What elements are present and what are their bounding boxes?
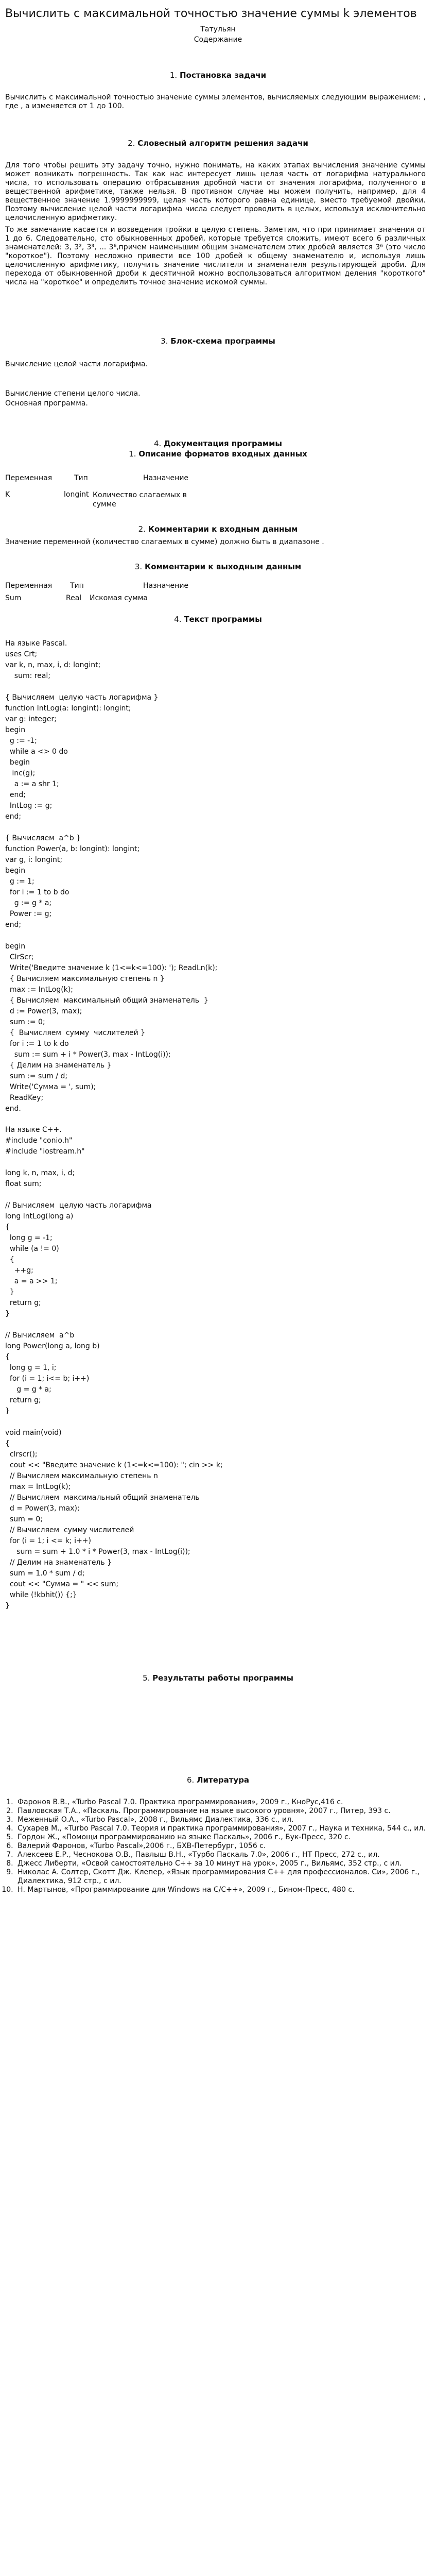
- code-line: end;: [5, 791, 26, 799]
- code-line: На языке Pascal.: [5, 639, 67, 648]
- code-line: for i := 1 to k do: [5, 1040, 69, 1048]
- output-table-header: [5, 581, 436, 591]
- code-line: [5, 1190, 436, 1200]
- code-line: g := g * a;: [5, 899, 52, 907]
- input-table-row: [5, 490, 436, 511]
- section-number: 3.: [161, 336, 168, 346]
- code-line: sum := 0;: [5, 1018, 45, 1026]
- code-line: return g;: [5, 1396, 41, 1404]
- code-line: // Делим на знаменатель }: [5, 1558, 112, 1567]
- section-4-4-heading: [0, 615, 436, 624]
- code-line: for i := 1 to b do: [5, 888, 69, 896]
- toc-heading: Содержание: [194, 36, 242, 44]
- section-6-heading: [0, 1775, 436, 1785]
- flowchart-power: Вычисление степени целого числа.: [5, 389, 141, 398]
- code-line: ReadKey;: [5, 1094, 44, 1102]
- section-title: Комментарии к выходным данным: [144, 562, 302, 571]
- literature-item: 3. Меженный О.А., «Turbo Pascal», 2008 г., Вильямс Диалектика, 336 с., ил.: [15, 1816, 426, 1824]
- cell-type: Real: [66, 594, 82, 602]
- cpp-code-block: [5, 1125, 436, 1612]
- cell-purpose: Количество слагаемых в сумме: [93, 491, 187, 509]
- col-type: Тип: [74, 474, 88, 482]
- literature-item: 4. Сухарев М., «Turbo Pascal 7.0. Теория и практика программирования», 2007 г., Наука и техника, 544 с., ил.: [15, 1824, 426, 1833]
- code-line: long Power(long a, long b): [5, 1342, 100, 1350]
- code-line: begin: [5, 942, 26, 951]
- code-line: clrscr();: [5, 1450, 38, 1459]
- section-title: Комментарии к входным данным: [148, 524, 298, 534]
- section-4-3-heading: [0, 562, 436, 571]
- cell-variable: K: [5, 490, 10, 499]
- section-5-heading: [0, 1673, 436, 1683]
- code-line: #include "conio.h": [5, 1137, 73, 1145]
- code-line: begin: [5, 758, 30, 767]
- code-line: while (!kbhit()) {;}: [5, 1591, 77, 1599]
- cell-purpose: Искомая сумма: [90, 594, 148, 602]
- code-line: }: [5, 1288, 14, 1296]
- section-3-heading: [0, 336, 436, 346]
- code-line: sum := sum / d;: [5, 1072, 68, 1080]
- code-line: sum := sum + i * Power(3, max - IntLog(i));: [5, 1050, 171, 1059]
- code-line: }: [5, 1310, 10, 1318]
- code-line: Power := g;: [5, 910, 52, 918]
- code-line: IntLog := g;: [5, 802, 53, 810]
- col-purpose: Назначение: [143, 474, 189, 482]
- code-line: var k, n, max, i, d: longint;: [5, 661, 101, 669]
- code-line: #include "iostream.h": [5, 1147, 85, 1156]
- code-line: {: [5, 1439, 10, 1448]
- section-2-heading: [0, 139, 436, 148]
- section-title: Текст программы: [184, 615, 262, 624]
- document-title: Вычислить с максимальной точностью значение суммы k элементов: [5, 7, 417, 20]
- section-number: 1.: [129, 449, 136, 459]
- code-line: long g = -1;: [5, 1234, 53, 1242]
- section-number: 2.: [128, 139, 135, 148]
- code-line: a = a >> 1;: [5, 1277, 58, 1285]
- code-line: [5, 682, 436, 692]
- code-line: {: [5, 1256, 14, 1264]
- code-line: for (i = 1; i<= b; i++): [5, 1375, 90, 1383]
- section-number: 4.: [153, 439, 162, 448]
- section-4-2-heading: [0, 524, 436, 534]
- col-variable: Переменная: [5, 474, 53, 482]
- code-line: {: [5, 1223, 10, 1231]
- code-line: long k, n, max, i, d;: [5, 1169, 75, 1177]
- section-number: 5.: [143, 1673, 150, 1683]
- code-line: cout << "Сумма = " << sum;: [5, 1580, 119, 1588]
- code-line: var g: integer;: [5, 715, 57, 723]
- code-line: sum = sum + 1.0 * i * Power(3, max - IntLog(i));: [5, 1548, 190, 1556]
- input-table-header: [5, 473, 436, 483]
- section-title: Литература: [197, 1775, 250, 1785]
- code-line: [5, 1319, 436, 1330]
- code-line: { Делим на знаменатель }: [5, 1061, 112, 1070]
- code-line: cout << "Введите значение k (1<=k<=100): "; cin >> k;: [5, 1461, 223, 1469]
- code-line: // Вычисляем сумму числителей: [5, 1526, 134, 1534]
- code-line: }: [5, 1602, 10, 1610]
- flowchart-main: Основная программа.: [5, 399, 88, 408]
- code-line: На языке C++.: [5, 1126, 62, 1134]
- code-line: // Вычисляем максимальную степень n: [5, 1472, 158, 1480]
- literature-item: 1. Фаронов В.В., «Turbo Pascal 7.0. Практика программирования», 2009 г., КноРус,416 с.: [15, 1798, 426, 1807]
- section-number: 4.: [174, 615, 182, 624]
- code-line: end;: [5, 921, 22, 929]
- literature-item: 6. Валерий Фаронов, «Turbo Pascal»,2006 г., БХВ-Петербург, 1056 с.: [15, 1842, 426, 1851]
- code-line: max := IntLog(k);: [5, 986, 73, 994]
- code-line: { Вычисляем максимальную степень n }: [5, 975, 165, 983]
- code-line: ClrScr;: [5, 953, 34, 961]
- literature-item: 7. Алексеев Е.Р., Чеснокова О.В., Павлыш В.Н., «Турбо Паскаль 7.0», 2006 г., НТ Пресс, 272 с., ил.: [15, 1851, 426, 1859]
- code-line: [5, 1157, 436, 1168]
- code-line: // Вычисляем максимальный общий знаменатель: [5, 1494, 200, 1502]
- code-line: begin: [5, 867, 26, 875]
- code-line: ++g;: [5, 1266, 33, 1275]
- code-line: for (i = 1; i <= k; i++): [5, 1537, 91, 1545]
- code-line: // Вычисляем a^b: [5, 1331, 75, 1340]
- code-line: [5, 822, 436, 833]
- section-number: 1.: [169, 71, 178, 80]
- code-line: void main(void): [5, 1429, 62, 1437]
- code-line: { Вычисляем максимальный общий знаменатель }: [5, 996, 208, 1005]
- author: Татульян: [200, 25, 236, 33]
- literature-item: 10. Н. Мартынов, «Программирование для Windows на C/C++», 2009 г., Бином-Пресс, 480 с.: [15, 1886, 426, 1894]
- code-line: Write('Сумма = ', sum);: [5, 1083, 96, 1091]
- input-comment: Значение переменной (количество слагаемых в сумме) должно быть в диапазоне .: [5, 538, 324, 546]
- section-title: Постановка задачи: [179, 71, 267, 80]
- literature-list: [15, 1798, 426, 1894]
- code-line: long g = 1, i;: [5, 1364, 57, 1372]
- section-title: Блок-схема программы: [170, 336, 275, 346]
- code-line: { Вычисляем целую часть логарифма }: [5, 693, 159, 702]
- code-line: var g, i: longint;: [5, 856, 63, 864]
- literature-item: 9. Николас А. Солтер, Скотт Дж. Клепер, «Язык программирования C++ для профессионалов. Си», 2006 г., Диалектика, 912 стр., с ил.: [15, 1868, 426, 1886]
- code-line: inc(g);: [5, 769, 36, 777]
- col-variable: Переменная: [5, 582, 53, 590]
- output-table-row: [5, 593, 436, 603]
- code-line: sum = 1.0 * sum / d;: [5, 1569, 85, 1578]
- cell-variable: Sum: [5, 594, 22, 602]
- code-line: while (a != 0): [5, 1245, 59, 1253]
- task-text: Вычислить с максимальной точностью значение суммы элементов, вычисляемых следующим выражением: , где , а изменяется от 1 до 100.: [5, 93, 426, 110]
- code-line: Write('Введите значение k (1<=k<=100): '); ReadLn(k);: [5, 964, 218, 972]
- literature-item: 8. Джесс Либерти, «Освой самостоятельно C++ за 10 минут на урок», 2005 г., Вильямс, 352 стр., с ил.: [15, 1859, 426, 1868]
- code-line: sum = 0;: [5, 1515, 43, 1523]
- code-line: d = Power(3, max);: [5, 1504, 80, 1513]
- code-line: }: [5, 1407, 10, 1415]
- code-line: g = g * a;: [5, 1385, 51, 1394]
- col-purpose: Назначение: [143, 582, 189, 590]
- code-line: max = IntLog(k);: [5, 1483, 71, 1491]
- literature-item: 2. Павловская Т.А., «Паскаль. Программирование на языке высокого уровня», 2007 г., Питер, 393 с.: [15, 1807, 426, 1816]
- section-title: Результаты работы программы: [152, 1673, 293, 1683]
- code-line: function IntLog(a: longint): longint;: [5, 704, 131, 713]
- code-line: sum: real;: [5, 672, 51, 680]
- code-line: [5, 930, 436, 941]
- flowchart-log: Вычисление целой части логарифма.: [5, 360, 148, 368]
- literature-item: 5. Гордон Ж., «Помощи программированию на языке Паскаль», 2006 г., Бук-Пресс, 320 с.: [15, 1833, 426, 1842]
- col-type: Тип: [70, 582, 84, 590]
- section-title: Словесный алгоритм решения задачи: [137, 139, 308, 148]
- code-line: { Вычисляем a^b }: [5, 834, 81, 842]
- code-line: {: [5, 1353, 10, 1361]
- code-line: return g;: [5, 1299, 41, 1307]
- section-number: 6.: [186, 1775, 195, 1785]
- section-1-heading: [0, 71, 436, 80]
- code-line: end.: [5, 1105, 21, 1113]
- pascal-code-block: [5, 638, 436, 1114]
- code-line: d := Power(3, max);: [5, 1007, 82, 1015]
- code-line: begin: [5, 726, 26, 734]
- code-line: long IntLog(long a): [5, 1212, 74, 1221]
- section-title: Описание форматов входных данных: [138, 449, 307, 459]
- section-number: 2.: [138, 524, 146, 534]
- section-4-1-heading: [0, 449, 436, 459]
- code-line: { Вычисляем сумму числителей }: [5, 1029, 146, 1037]
- section-number: 3.: [134, 562, 143, 571]
- code-line: // Вычисляем целую часть логарифма: [5, 1201, 152, 1210]
- section-title: Документация программы: [164, 439, 282, 448]
- code-line: [5, 1417, 436, 1428]
- code-line: uses Crt;: [5, 650, 38, 658]
- section-4-heading: [0, 439, 436, 448]
- code-line: end;: [5, 812, 22, 821]
- code-line: g := 1;: [5, 877, 34, 886]
- code-line: float sum;: [5, 1180, 42, 1188]
- code-line: a := a shr 1;: [5, 780, 59, 788]
- algorithm-paragraph-2: То же замечание касается и возведения тройки в целую степень. Заметим, что при принимает значения от 1 до 6. Следовательно, сто обыкновенных дробей, которые требуется сложить, имеют всего 6 различных знаменателей: 3, 3², 3³, ... 3⁶,причем наименьшим общим знаменателем этих дробей является 3⁶ (это число "короткое"). Поэтому несложно привести все 100 дробей к общему знаменателю и, используя лишь целочисленную арифметику, получить значение числителя и знаменателя результирующей дроби. Для перехода от обыкновенной дроби к десятичной можно воспользоваться алгоритмом деления "короткого" числа на "короткое" и определить точное значение искомой суммы.: [5, 226, 426, 286]
- cell-type: longint: [64, 490, 89, 499]
- code-line: function Power(a, b: longint): longint;: [5, 845, 140, 853]
- code-line: while a <> 0 do: [5, 748, 68, 756]
- algorithm-paragraph-1: Для того чтобы решить эту задачу точно, нужно понимать, на каких этапах вычисления значение суммы может возникать погрешность. Так как нас интересует лишь целая часть от логарифма натурального числа, то использовать операцию отбрасывания дробной части от значения логарифма, полученного в вещественной арифметике, также нельзя. В противном случае мы можем получить, например, для 4 вещественное значение 1.9999999999, целая часть которого равна единице, вместо требуемой двойки. Поэтому вычисление целой части логарифма числа следует проводить в целых, используя исключительно целочисленную арифметику.: [5, 161, 426, 222]
- code-line: g := -1;: [5, 737, 37, 745]
